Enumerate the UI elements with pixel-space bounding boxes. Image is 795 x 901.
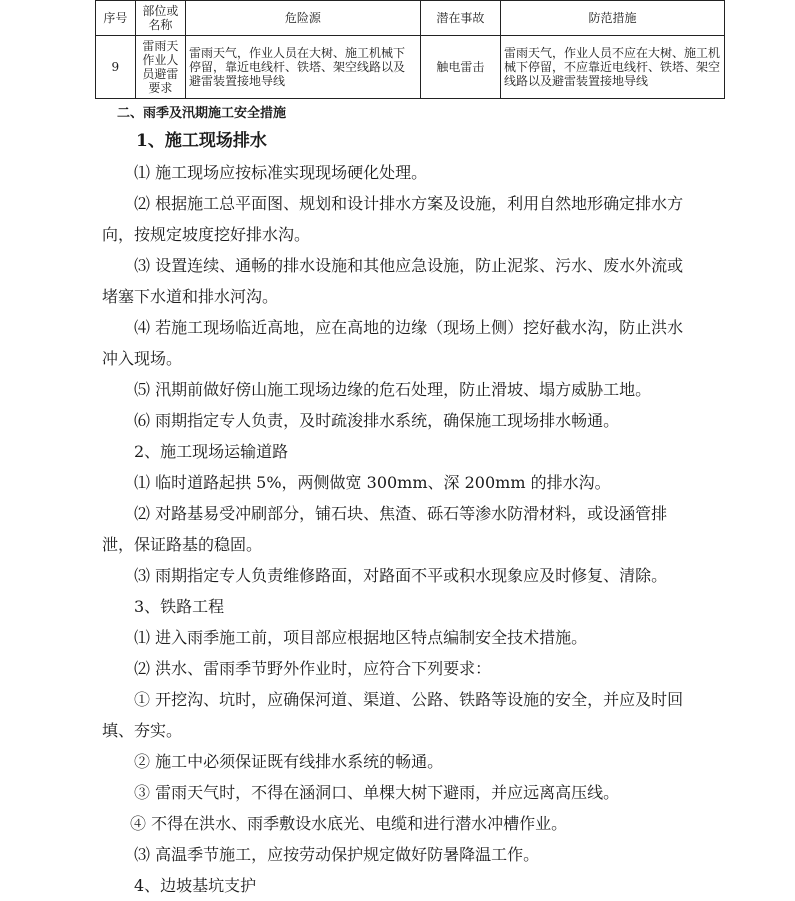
header-cell-part: 部位或名称 (135, 1, 185, 36)
header-cell-hazard: 危险源 (186, 1, 421, 36)
cell-accident: 触电雷击 (420, 36, 500, 99)
hazard-table (95, 0, 725, 99)
header-cell-no: 序号 (96, 1, 136, 36)
section-title: 二、雨季及汛期施工安全措施 (117, 106, 287, 121)
paragraph: ⑶ 设置连续、通畅的排水设施和其他应急设施，防止泥浆、污水、废水外流或堵塞下水道和排水河沟。 (102, 256, 684, 306)
list-item: ② 施工中必须保证既有线排水系统的畅通。 (134, 752, 444, 771)
cell-hazard: 雷雨天气，作业人员在大树、施工机械下停留，靠近电线杆、铁塔、架空线路以及避雷装置接地导线 (186, 36, 421, 99)
paragraph: ⑸ 汛期前做好傍山施工现场边缘的危石处理，防止滑坡、塌方威胁工地。 (134, 380, 652, 399)
paragraph: ⑶ 高温季节施工，应按劳动保护规定做好防暑降温工作。 (134, 845, 540, 864)
heading-site-drainage: 1、施工现场排水 (136, 131, 267, 151)
paragraph: ⑴ 施工现场应按标准实现现场硬化处理。 (134, 163, 428, 182)
paragraph: ⑵ 对路基易受冲刷部分，铺石块、焦渣、砾石等渗水防滑材料，或设涵管排泄，保证路基的稳固。 (102, 504, 668, 554)
table-header-row (96, 1, 725, 36)
header-cell-accident: 潜在事故 (420, 1, 500, 36)
paragraph: ⑵ 洪水、雷雨季节野外作业时，应符合下列要求： (134, 659, 492, 678)
heading-slope-support: 4、边坡基坑支护 (134, 876, 257, 895)
paragraph: ⑶ 雨期指定专人负责维修路面，对路面不平或积水现象应及时修复、清除。 (134, 566, 668, 585)
document-body (102, 126, 698, 901)
header-cell-measure: 防范措施 (501, 1, 725, 36)
table-row (96, 36, 725, 99)
paragraph: ⑹ 雨期指定专人负责，及时疏浚排水系统，确保施工现场排水畅通。 (134, 411, 620, 430)
cell-part: 雷雨天作业人员避雷要求 (135, 36, 185, 99)
paragraph: ⑴ 进入雨季施工前，项目部应根据地区特点编制安全技术措施。 (134, 628, 588, 647)
cell-measure: 雷雨天气，作业人员不应在大树、施工机械下停留，不应靠近电线杆、铁塔、架空线路以及避雷装置接地导线 (501, 36, 725, 99)
paragraph: ⑷ 若施工现场临近高地，应在高地的边缘（现场上侧）挖好截水沟，防止洪水冲入现场。 (102, 318, 684, 368)
list-item: ④ 不得在洪水、雨季敷设水底光、电缆和进行潜水冲槽作业。 (130, 814, 568, 833)
paragraph: ⑴ 临时道路起拱 5%，两侧做宽 300mm、深 200mm 的排水沟。 (134, 473, 611, 492)
cell-no: 9 (96, 36, 136, 99)
paragraph: ⑵ 根据施工总平面图、规划和设计排水方案及设施，利用自然地形确定排水方向，按规定坡度挖好排水沟。 (102, 194, 684, 244)
list-item: ① 开挖沟、坑时，应确保河道、渠道、公路、铁路等设施的安全，并应及时回填、夯实。 (102, 690, 684, 740)
list-item: ③ 雷雨天气时，不得在涵洞口、单棵大树下避雨，并应远离高压线。 (134, 783, 620, 802)
heading-railway: 3、铁路工程 (134, 597, 225, 616)
heading-transport-road: 2、施工现场运输道路 (134, 442, 289, 461)
